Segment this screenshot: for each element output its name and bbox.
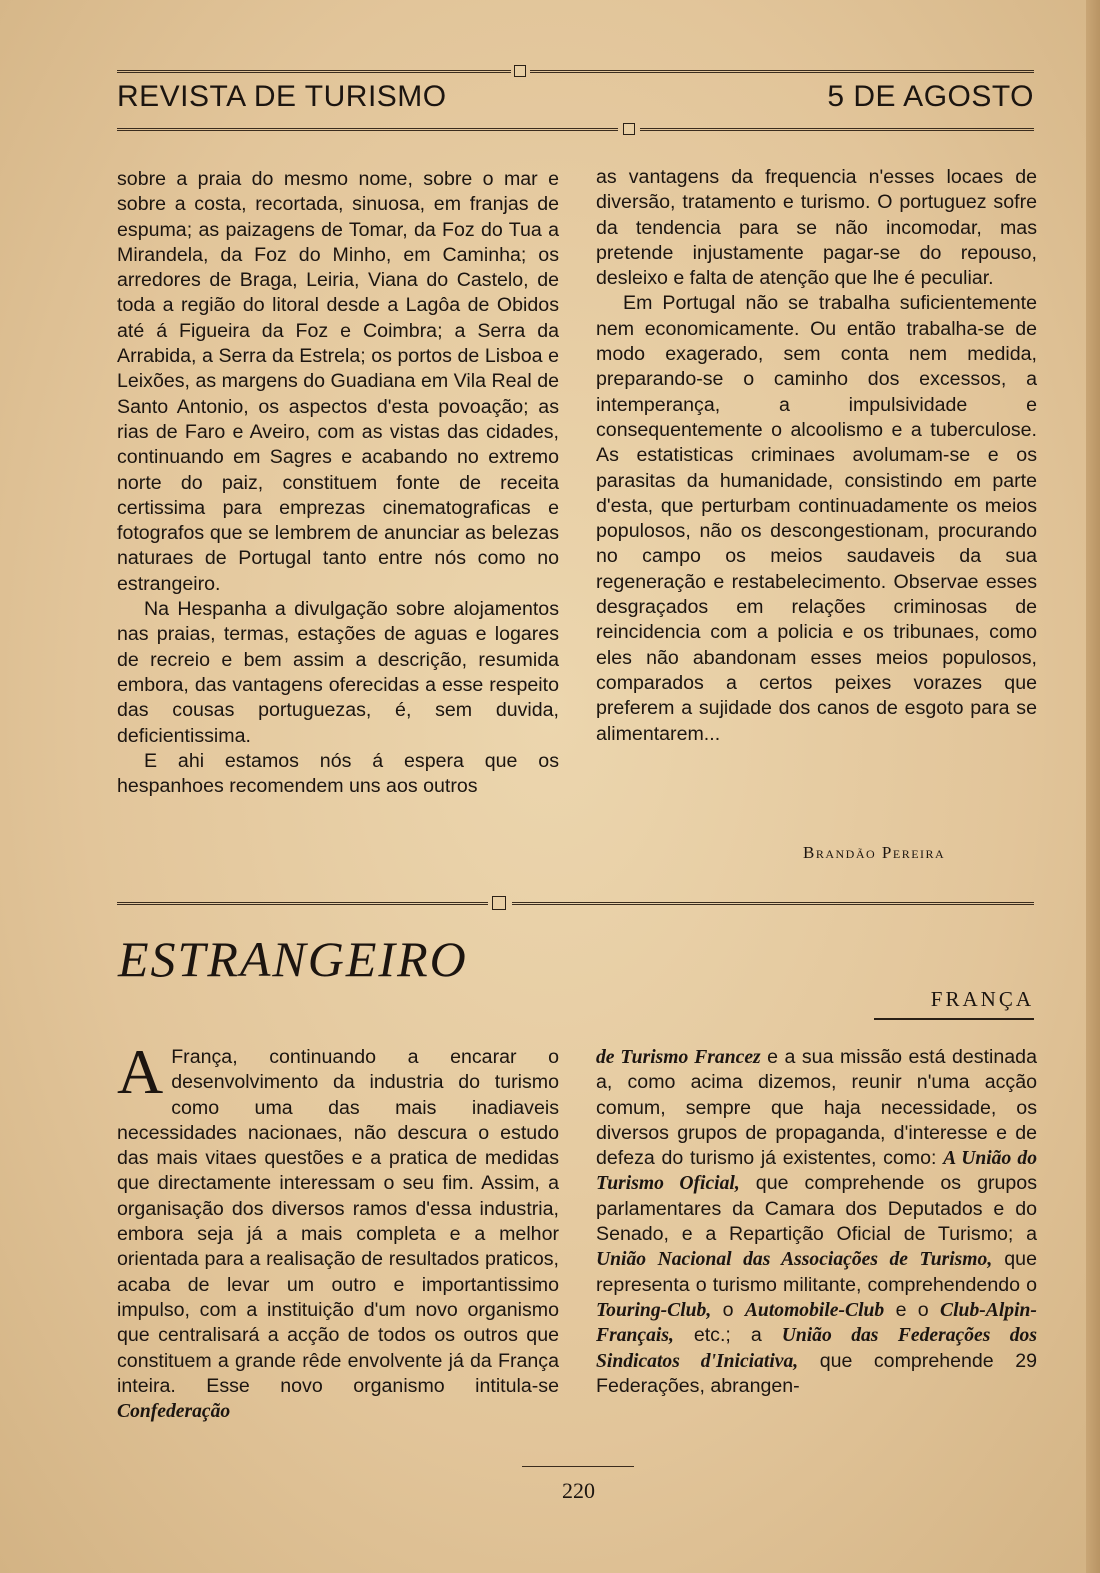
section-title: ESTRANGEIRO [118, 931, 468, 987]
paragraph: Na Hespanha a divulgação sobre alojamentos nas praias, termas, estações de aguas e logares de recreio e bem assim a descrição, resumida embora, das vantagens oferecidas a esse respeito das cousas portuguezas, é, sem duvida, deficientissima. [117, 598, 559, 747]
header-rule-bottom-right [640, 128, 1034, 131]
text: etc.; a [693, 1324, 762, 1347]
subhead-underline [874, 1018, 1034, 1020]
italic-text: de Turismo Francez [596, 1047, 761, 1068]
page-number: 220 [562, 1478, 595, 1503]
text: o [722, 1298, 734, 1321]
section-rule-left [117, 902, 488, 905]
section-rule-right [512, 902, 1034, 905]
header-rule-top-left [117, 70, 511, 73]
paragraph: sobre a praia do mesmo nome, sobre o mar e sobre a costa, recortada, sinuosa, em franjas de espuma; as paizagens de Tomar, da Foz do Tua a Mirandela, da Foz do Minho, em Caminha; os arredores de Braga, Leiria, Viana do Castelo, de toda a região do litoral desde a Lagôa de Obidos até á Figueira da Foz e Coimbra; a Serra da Arrabida, a Serra da Estrela; os portos de Lisboa e Leixões, as margens do Guadiana em Vila Real de Santo Antonio, os aspectos d'esta povoação; as rias de Faro e Aveiro, com as vistas das cidades, continuando em Sagres e acabando no extremo norte do paiz, constituem fonte de receita certissima para emprezas cinematograficas e fotografos que se lembrem de anunciar as belezas naturaes de Portugal tanto entre nós como no estrangeiro. [117, 168, 559, 595]
paragraph: E ahi estamos nós á espera que os hespanhoes recomendem uns aos outros [117, 749, 559, 798]
header-rule-top-right [530, 70, 1034, 73]
italic-text: Club-Alpin-Français, [596, 1299, 1037, 1347]
header-rule-bottom-left [117, 128, 618, 131]
italic-text: Touring-Club, [596, 1299, 712, 1321]
author-signature: Brandão Pereira [803, 843, 946, 862]
text: que comprehende 29 Federações, abrangen- [596, 1349, 1037, 1397]
paragraph [117, 1036, 559, 1424]
paragraph [596, 1045, 1037, 1399]
italic-text: Automobile-Club [744, 1299, 885, 1321]
running-head-title: REVISTA DE TURISMO [117, 80, 447, 113]
text: e a sua missão está destinada a, como acima dizemos, reunir n'uma acção comum, sempre que haja necessidade, os diversos grupos de propaganda, d'interesse e de defeza do turismo já existentes, como: [596, 1046, 1037, 1170]
text: e o [895, 1298, 929, 1321]
article-column-2 [596, 165, 1037, 747]
text: que comprehende os grupos parlamentares da Camara dos Deputados e do Senado, e a Repartição Oficial de Turismo; a [596, 1172, 1037, 1246]
subsection-heading: FRANÇA [930, 987, 1034, 1011]
article-column-3 [117, 1036, 559, 1424]
italic-text: Confederação [117, 1401, 231, 1423]
text: que representa o turismo militante, comprehendendo o [596, 1248, 1037, 1296]
running-head-date: 5 DE AGOSTO [827, 80, 1034, 113]
ornament-square [623, 123, 635, 135]
page-number-rule [522, 1466, 634, 1467]
italic-text: A União do Turismo Oficial, [596, 1148, 1037, 1195]
paragraph: Em Portugal não se trabalha suficientemente nem economicamente. Ou então trabalha-se de modo exagerado, sem conta nem medida, preparando-se o caminho dos excessos, a intemperança, a impulsividade e consequentemente o alcoolismo e a tuberculose. As estatisticas criminaes avolumam-se e os parasitas da humanidade, consistindo em parte d'esta, que perturbam continuadamente os meios populosos, não os descongestionam, procurando no campo os meios saudaveis da sua regeneração e restabelecimento. Observae esses desgraçados em relações criminosas de reincidencia com a policia e os tribunaes, como eles não abandonam esses meios populosos, comparados a certos peixes vorazes que preferem a sujidade dos canos de esgoto para se alimentarem... [596, 292, 1037, 745]
paragraph: as vantagens da frequencia n'esses locaes de diversão, tratamento e turismo. O portuguez sofre da tendencia para se não incomodar, mas pretende injustamente pagar-se do repouso, desleixo e falta de atenção que lhe é peculiar. [596, 166, 1037, 290]
italic-text: União das Federações dos Sindicatos d'Iniciativa, [596, 1325, 1037, 1372]
ornament-square [492, 896, 506, 910]
article-column-1 [117, 167, 559, 799]
page-edge [1086, 0, 1100, 1573]
ornament-square [514, 65, 526, 77]
italic-text: União Nacional das Associações de Turismo, [596, 1249, 993, 1271]
article-column-4 [596, 1045, 1037, 1399]
text: França, continuando a encarar o desenvolvimento da industria do turismo como uma das mais inadiaveis necessidades nacionaes, não descura o estudo das mais vitaes questões e a pratica de medidas que directamente interessam o seu fim. Assim, a organisação dos diversos ramos d'essa industria, embora seja já a mais completa e a melhor orientada para a realisação de resultados praticos, acaba de levar um outro e importantissimo impulso, com a instituição d'um novo organismo que centralisará a acção de todos os outros que constituem a grande rêde envolvente já da França inteira. Esse novo organismo intitula-se [117, 1046, 559, 1397]
drop-cap: A [117, 1036, 164, 1107]
